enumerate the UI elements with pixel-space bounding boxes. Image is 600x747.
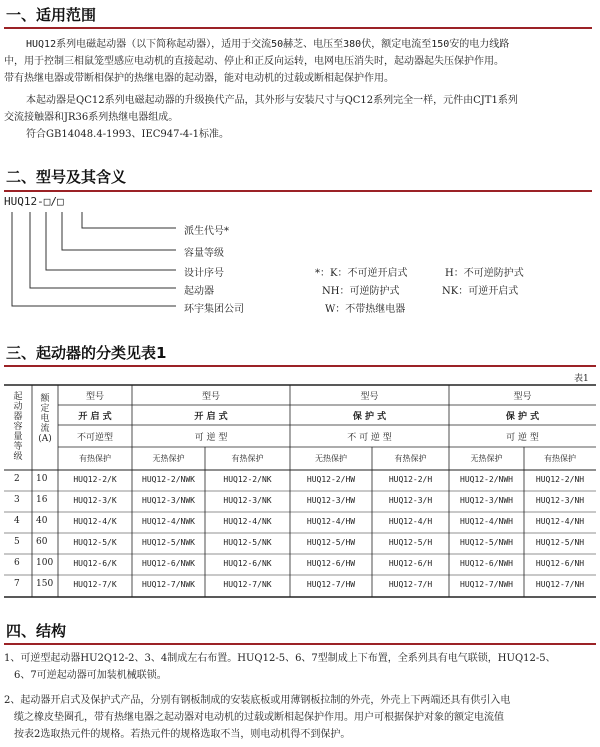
label-derivative-code: 派生代号* xyxy=(184,226,229,237)
s1-line-3: 带有热继电器或带断相保护的热继电器的起动器，能对电动机的过载或断相起保护作用。 xyxy=(4,73,394,84)
s1-line-5: 交流接触器和JR36系列热继电器组成。 xyxy=(4,112,179,123)
cell-current: 10 xyxy=(36,474,48,484)
cell-model: HUQ12-2/NK xyxy=(223,475,272,484)
cell-model: HUQ12-2/NWH xyxy=(460,475,513,484)
cell-current: 60 xyxy=(36,537,48,547)
cell-model: HUQ12-6/NWH xyxy=(460,559,513,568)
section-1-title: 一、适用范围 xyxy=(6,6,97,24)
s4-line-1: 1、可逆型起动器HU2Q12-2、3、4制成左右布置。HUQ12-5、6、7型制成上下布置，全系列具有电气联锁，HUQ12-5、 xyxy=(4,653,556,664)
cell-model: HUQ12-4/NH xyxy=(535,517,585,526)
cell-grade: 6 xyxy=(14,558,20,568)
s1-line-6: 符合GB14048.4-1993、IEC947-4-1标准。 xyxy=(26,129,229,140)
note-k: *：K：不可逆开启式 xyxy=(315,268,408,279)
cell-grade: 2 xyxy=(14,474,20,484)
cell-grade: 3 xyxy=(14,495,20,505)
form-header-2: 开 启 式 xyxy=(194,412,228,422)
cell-model: HUQ12-6/NK xyxy=(223,559,272,568)
prot-header-7: 有热保护 xyxy=(544,454,576,463)
cell-model: HUQ12-5/NK xyxy=(223,538,272,547)
cell-model: HUQ12-4/NK xyxy=(223,517,272,526)
cell-model: HUQ12-3/H xyxy=(388,496,433,505)
cell-model: HUQ12-5/NWH xyxy=(460,538,513,547)
cell-grade: 7 xyxy=(14,579,20,589)
note-w: W：不带热继电器 xyxy=(325,304,406,315)
form-header-1: 开 启 式 xyxy=(78,412,112,422)
col-grade-header: 起动器容量等级 xyxy=(13,392,23,462)
s1-line-4: 本起动器是QC12系列电磁起动器的升级换代产品，其外形与安装尺寸与QC12系列完全一样，元件由CJT1系列 xyxy=(26,95,518,106)
cell-model: HUQ12-4/K xyxy=(73,517,117,526)
cell-model: HUQ12-3/NWH xyxy=(460,496,513,505)
note-nk: NK：可逆开启式 xyxy=(442,286,519,297)
rev-header-2: 可 逆 型 xyxy=(194,433,228,443)
type-header-4: 型号 xyxy=(513,392,532,402)
cell-model: HUQ12-4/NWH xyxy=(460,517,513,526)
table-label: 表1 xyxy=(574,374,589,384)
prot-header-1: 有热保护 xyxy=(79,454,111,463)
cell-model: HUQ12-2/HW xyxy=(306,475,356,484)
cell-current: 100 xyxy=(36,558,54,568)
type-header-3: 型号 xyxy=(360,392,379,402)
prot-header-2: 无热保护 xyxy=(152,454,185,463)
cell-model: HUQ12-5/H xyxy=(388,538,433,547)
prot-header-3: 有热保护 xyxy=(231,454,264,463)
section-4-title: 四、结构 xyxy=(6,622,67,640)
cell-model: HUQ12-7/NWK xyxy=(142,580,195,589)
cell-model: HUQ12-4/H xyxy=(388,517,433,526)
prot-header-4: 无热保护 xyxy=(315,454,347,463)
note-nh: NH：可逆防护式 xyxy=(322,286,400,297)
form-header-4: 保 护 式 xyxy=(505,412,540,422)
prot-header-5: 有热保护 xyxy=(394,454,427,463)
cell-model: HUQ12-3/NK xyxy=(223,496,272,505)
cell-model: HUQ12-7/K xyxy=(73,580,117,589)
s4-line-2: 6、7可逆起动器可加装机械联锁。 xyxy=(14,670,167,681)
cell-model: HUQ12-7/NK xyxy=(223,580,272,589)
cell-grade: 4 xyxy=(14,516,20,526)
cell-model: HUQ12-3/NH xyxy=(535,496,585,505)
cell-model: HUQ12-3/K xyxy=(73,496,117,505)
model-code: HUQ12-□/□ xyxy=(4,195,64,208)
section-2-title: 二、型号及其含义 xyxy=(6,168,127,186)
cell-model: HUQ12-6/K xyxy=(73,559,117,568)
cell-model: HUQ12-5/NH xyxy=(535,538,585,547)
type-header-1: 型号 xyxy=(85,392,104,402)
s1-line-1: HUQ12系列电磁起动器（以下简称起动器），适用于交流50赫芝、电压至380伏，额定电流至150安的电力线路 xyxy=(26,39,510,50)
rev-header-3: 不 可 逆 型 xyxy=(347,433,392,443)
cell-model: HUQ12-4/NWK xyxy=(142,517,195,526)
cell-model: HUQ12-2/H xyxy=(388,475,433,484)
cell-current: 40 xyxy=(36,516,48,526)
rev-header-4: 可 逆 型 xyxy=(506,433,539,443)
label-capacity-grade: 容量等级 xyxy=(184,248,224,259)
label-design-serial: 设计序号 xyxy=(184,268,224,279)
s1-line-2: 中，用于控制三相鼠笼型感应电动机的直接起动、停止和正反向运转，电网电压消失时，起动器起失压保护作用。 xyxy=(4,56,504,67)
rev-header-1: 不可逆型 xyxy=(76,433,113,443)
s4-line-3: 2、起动器开启式及保护式产品，分别有钢板制成的安装底板或用薄钢板拉制的外壳，外壳上下两端还具有供引入电 xyxy=(4,695,511,706)
cell-model: HUQ12-5/HW xyxy=(306,538,356,547)
cell-model: HUQ12-5/NWK xyxy=(142,538,195,547)
cell-model: HUQ12-5/K xyxy=(73,538,117,547)
cell-model: HUQ12-7/H xyxy=(388,580,433,589)
cell-model: HUQ12-7/NH xyxy=(535,580,585,589)
section-4-rule xyxy=(4,643,596,645)
cell-model: HUQ12-7/HW xyxy=(306,580,356,589)
cell-model: HUQ12-6/HW xyxy=(306,559,356,568)
cell-model: HUQ12-6/NWK xyxy=(142,559,195,568)
cell-model: HUQ12-7/NWH xyxy=(460,580,513,589)
note-h: H：不可逆防护式 xyxy=(445,268,524,279)
section-3-title: 三、起动器的分类见表1 xyxy=(6,344,167,362)
cell-model: HUQ12-3/HW xyxy=(306,496,356,505)
label-starter: 起动器 xyxy=(184,286,214,297)
cell-grade: 5 xyxy=(14,537,20,547)
cell-model: HUQ12-3/NWK xyxy=(142,496,195,505)
cell-model: HUQ12-6/NH xyxy=(535,559,585,568)
form-header-3: 保 护 式 xyxy=(352,412,387,422)
cell-model: HUQ12-2/NH xyxy=(535,475,585,484)
prot-header-6: 无热保护 xyxy=(470,454,503,463)
cell-current: 150 xyxy=(36,579,54,589)
cell-model: HUQ12-2/K xyxy=(73,475,117,484)
col-current-header: 额定电流(A) xyxy=(38,394,52,444)
cell-model: HUQ12-4/HW xyxy=(306,517,356,526)
s4-line-5: 按表2选取热元件的规格。若热元件的规格选取不当，则电动机得不到保护。 xyxy=(14,729,351,740)
type-header-2: 型号 xyxy=(201,392,220,402)
cell-model: HUQ12-2/NWK xyxy=(142,475,195,484)
s4-line-4: 缆之橡皮垫圈孔，带有热继电器之起动器对电动机的过载或断相起保护作用。用户可根据保护对象的额定电流值 xyxy=(14,712,504,723)
cell-current: 16 xyxy=(36,495,48,505)
cell-model: HUQ12-6/H xyxy=(388,559,433,568)
label-company: 环宇集团公司 xyxy=(184,304,244,315)
